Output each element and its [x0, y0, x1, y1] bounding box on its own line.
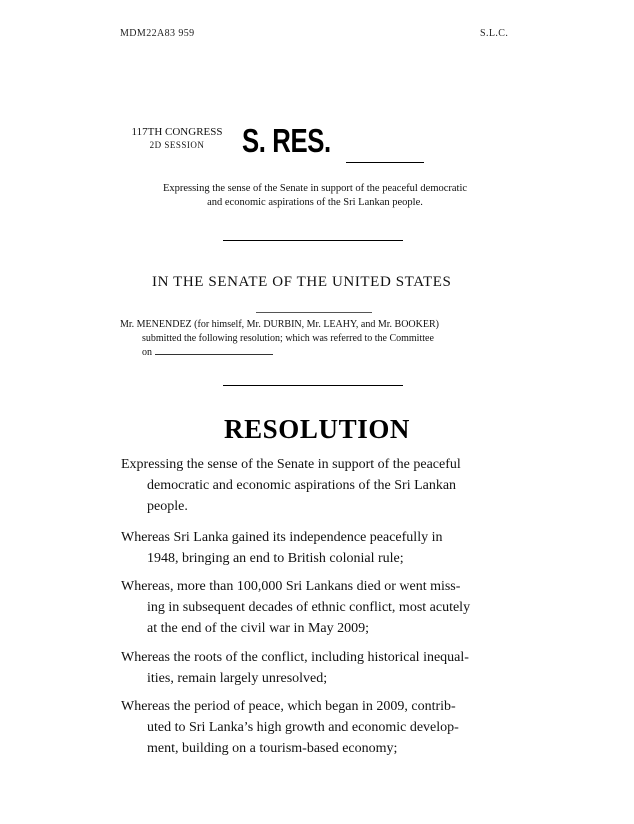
sponsors-line-3: on — [142, 347, 152, 358]
paragraph-line: ing in subsequent decades of ethnic conflict, most acutely — [147, 600, 471, 615]
short-title-line-1: Expressing the sense of the Senate in support of the peaceful democratic — [162, 183, 468, 194]
paragraph-line: people. — [147, 499, 188, 514]
divider-rule-2 — [223, 385, 403, 386]
whereas-clause — [121, 576, 505, 639]
whereas-clause — [121, 696, 505, 759]
resolution-heading: RESOLUTION — [223, 414, 411, 444]
paragraph-line: democratic and economic aspirations of the Sri Lankan — [147, 478, 457, 493]
paragraph-line: Whereas Sri Lanka gained its independence peacefully in — [121, 530, 443, 545]
sponsors-line-3-wrap — [120, 346, 506, 360]
session-label: 2D SESSION — [149, 140, 205, 150]
paragraph-line: Whereas the period of peace, which began in 2009, contrib- — [121, 699, 456, 714]
congress-label: 117TH CONGRESS — [131, 126, 223, 138]
bill-number-blank — [346, 162, 424, 163]
document-id: MDM22A83 959 — [120, 28, 195, 39]
paragraph-line: uted to Sri Lanka’s high growth and economic develop- — [147, 720, 459, 735]
paragraph-line: Whereas the roots of the conflict, including historical inequal- — [121, 650, 469, 665]
paragraph-line: 1948, bringing an end to British colonial rule; — [147, 551, 404, 566]
congress-session-block — [122, 126, 232, 152]
paragraph-line: ment, building on a tourism-based economy; — [147, 741, 398, 756]
slc-marker: S.L.C. — [480, 28, 509, 39]
divider-rule — [223, 240, 403, 241]
paragraph-line: Expressing the sense of the Senate in support of the peaceful — [121, 457, 461, 472]
paragraph-line: ities, remain largely unresolved; — [147, 671, 328, 686]
bill-number-label: S. RES. — [242, 122, 331, 159]
whereas-clause — [121, 527, 505, 569]
senate-heading: IN THE SENATE OF THE UNITED STATES — [152, 274, 452, 290]
whereas-clause — [121, 647, 505, 689]
sponsors-line-2: submitted the following resolution; which was referred to the Committee — [142, 333, 434, 344]
committee-blank — [155, 353, 273, 355]
short-title — [130, 182, 500, 210]
short-title-line-2: and economic aspirations of the Sri Lankan people. — [207, 197, 423, 208]
thin-divider-rule — [256, 312, 372, 313]
sponsors-block — [120, 318, 506, 360]
resolution-title-paragraph — [121, 454, 505, 517]
paragraph-line: at the end of the civil war in May 2009; — [147, 621, 369, 636]
sponsors-line-1: Mr. MENENDEZ (for himself, Mr. DURBIN, Mr. LEAHY, and Mr. BOOKER) — [120, 319, 439, 330]
paragraph-line: Whereas, more than 100,000 Sri Lankans died or went miss- — [121, 579, 461, 594]
